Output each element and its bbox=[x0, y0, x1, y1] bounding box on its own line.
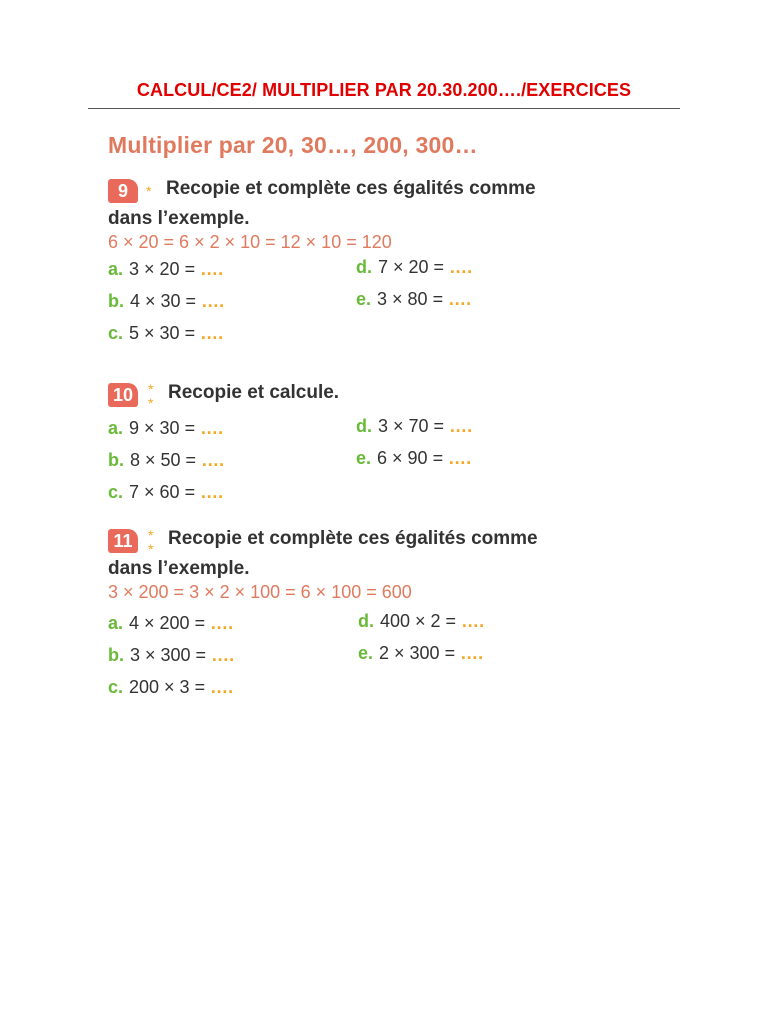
exercise-number-badge: 11 bbox=[108, 529, 138, 553]
exercise-item: b. 8 × 50 = …. bbox=[108, 450, 225, 470]
exercise-item: d. 7 × 20 = …. bbox=[356, 257, 473, 277]
exercise-item: a. 9 × 30 = …. bbox=[108, 418, 224, 438]
exercise-instruction-continued: dans l’exemple. bbox=[108, 558, 250, 579]
page-title: CALCUL/CE2/ MULTIPLIER PAR 20.30.200…./EXERCICES bbox=[136, 80, 632, 100]
exercise-instruction-continued: dans l’exemple. bbox=[108, 208, 250, 229]
exercise-item: e. 6 × 90 = …. bbox=[356, 448, 472, 468]
difficulty-star-icon: * * bbox=[148, 381, 154, 411]
worked-example: 6 × 20 = 6 × 2 × 10 = 12 × 10 = 120 bbox=[108, 232, 392, 252]
exercise-item: b. 4 × 30 = …. bbox=[108, 291, 225, 311]
exercise-item: b. 3 × 300 = …. bbox=[108, 645, 235, 665]
exercise-item: c. 7 × 60 = …. bbox=[108, 482, 224, 502]
section-title: Multiplier par 20, 30…, 200, 300… bbox=[108, 132, 478, 158]
exercise-item: c. 5 × 30 = …. bbox=[108, 323, 224, 343]
exercise-instruction: Recopie et complète ces égalités comme bbox=[168, 528, 538, 549]
exercise-item: d. 3 × 70 = …. bbox=[356, 416, 473, 436]
exercise-item: a. 3 × 20 = …. bbox=[108, 259, 224, 279]
exercise-10 bbox=[108, 382, 628, 518]
exercise-item: c. 200 × 3 = …. bbox=[108, 677, 234, 697]
exercise-11 bbox=[108, 528, 628, 713]
exercise-instruction: Recopie et complète ces égalités comme bbox=[166, 178, 536, 199]
exercise-instruction: Recopie et calcule. bbox=[168, 382, 340, 403]
exercise-number-badge: 9 bbox=[108, 179, 138, 203]
exercise-item: a. 4 × 200 = …. bbox=[108, 613, 234, 633]
exercise-number-badge: 10 bbox=[108, 383, 138, 407]
worked-example: 3 × 200 = 3 × 2 × 100 = 6 × 100 = 600 bbox=[108, 582, 412, 602]
difficulty-star-icon: * * bbox=[148, 527, 154, 557]
exercise-item: e. 3 × 80 = …. bbox=[356, 289, 472, 309]
exercise-item: e. 2 × 300 = …. bbox=[358, 643, 484, 663]
exercise-item: d. 400 × 2 = …. bbox=[358, 611, 485, 631]
header-divider bbox=[88, 108, 680, 109]
difficulty-star-icon: * bbox=[146, 183, 152, 199]
exercise-9 bbox=[108, 178, 628, 359]
